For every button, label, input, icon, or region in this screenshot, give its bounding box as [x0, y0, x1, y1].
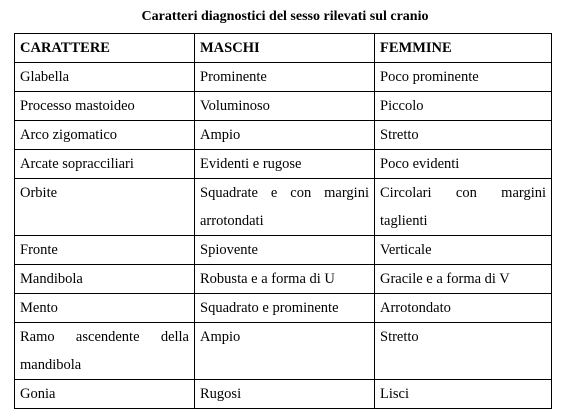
cell-femmine: Circolari con margini taglienti	[375, 179, 552, 236]
header-carattere: CARATTERE	[15, 34, 195, 63]
cell-carattere: Ramo ascendente della mandibola	[15, 323, 195, 380]
cell-maschi: Evidenti e rugose	[195, 150, 375, 179]
header-row	[15, 34, 552, 63]
table-title: Caratteri diagnostici del sesso rilevati sul cranio	[141, 9, 429, 24]
header-femmine: FEMMINE	[375, 34, 552, 63]
sex-diagnostic-table	[14, 33, 552, 409]
cell-femmine: Arrotondato	[375, 294, 552, 323]
table-row	[15, 294, 552, 323]
cell-maschi: Ampio	[195, 323, 375, 380]
cell-femmine: Poco evidenti	[375, 150, 552, 179]
cell-maschi: Rugosi	[195, 380, 375, 409]
table-row	[15, 265, 552, 294]
cell-carattere: Arcate sopracciliari	[15, 150, 195, 179]
table-row	[15, 179, 552, 236]
table-row	[15, 380, 552, 409]
cell-femmine: Gracile e a forma di V	[375, 265, 552, 294]
cell-maschi: Prominente	[195, 63, 375, 92]
cell-carattere: Mandibola	[15, 265, 195, 294]
cell-carattere: Processo mastoideo	[15, 92, 195, 121]
cell-carattere: Mento	[15, 294, 195, 323]
cell-maschi: Squadrato e prominente	[195, 294, 375, 323]
table-row	[15, 92, 552, 121]
cell-carattere: Gonia	[15, 380, 195, 409]
cell-carattere: Glabella	[15, 63, 195, 92]
table-row	[15, 150, 552, 179]
cell-femmine: Lisci	[375, 380, 552, 409]
cell-femmine: Poco prominente	[375, 63, 552, 92]
table-row	[15, 323, 552, 380]
table-row	[15, 63, 552, 92]
cell-femmine: Stretto	[375, 323, 552, 380]
cell-maschi: Spiovente	[195, 236, 375, 265]
cell-maschi: Voluminoso	[195, 92, 375, 121]
cell-femmine: Verticale	[375, 236, 552, 265]
cell-femmine: Piccolo	[375, 92, 552, 121]
cell-carattere: Arco zigomatico	[15, 121, 195, 150]
cell-carattere: Fronte	[15, 236, 195, 265]
table-row	[15, 121, 552, 150]
cell-maschi: Robusta e a forma di U	[195, 265, 375, 294]
cell-femmine: Stretto	[375, 121, 552, 150]
cell-maschi: Squadrate e con margini arrotondati	[195, 179, 375, 236]
cell-carattere: Orbite	[15, 179, 195, 236]
cell-maschi: Ampio	[195, 121, 375, 150]
header-maschi: MASCHI	[195, 34, 375, 63]
table-row	[15, 236, 552, 265]
